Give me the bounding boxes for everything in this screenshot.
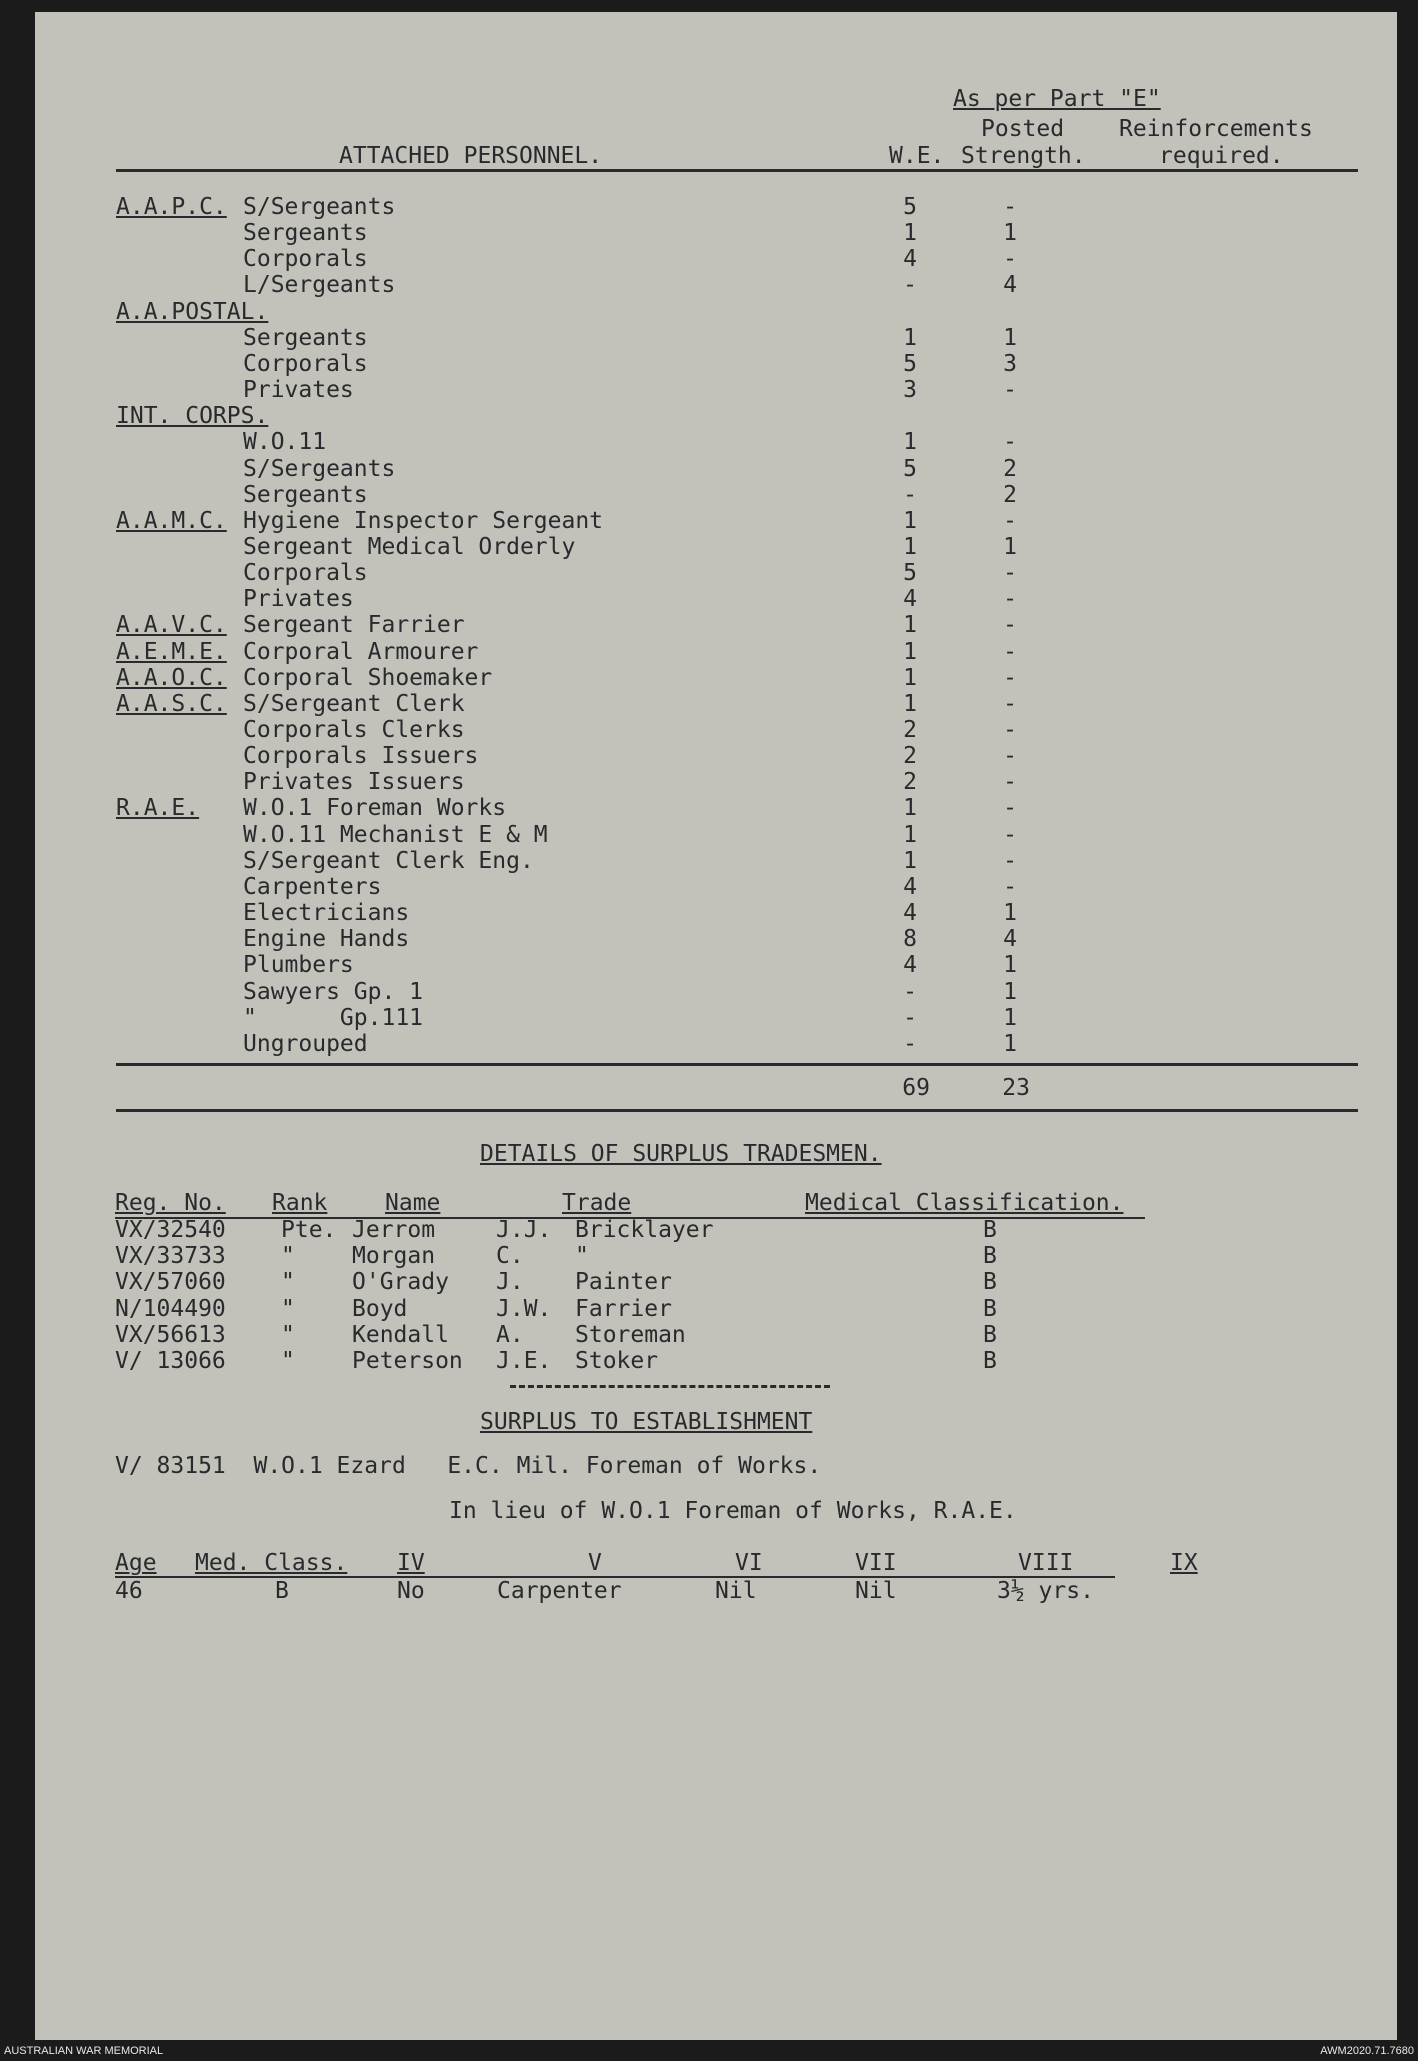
val-med-class: B (275, 1578, 289, 1604)
rank-label: Corporals Clerks (243, 717, 465, 743)
we-value: 1 (903, 220, 917, 246)
required-value: - (1003, 429, 1017, 455)
footer-left: AUSTRALIAN WAR MEMORIAL (4, 2045, 164, 2057)
reg-no-value: VX/56613 (115, 1322, 226, 1348)
col-v: V (588, 1550, 602, 1576)
required-value: 2 (1003, 482, 1017, 508)
surplus-tradesmen-title: DETAILS OF SURPLUS TRADESMEN. (480, 1141, 882, 1167)
corps-label: A.E.M.E. (116, 639, 227, 665)
initials-value: J.E. (496, 1348, 552, 1374)
corps-label: INT. CORPS. (116, 403, 269, 429)
we-value: 1 (903, 325, 917, 351)
as-per-part-heading: As per Part "E" (953, 86, 1161, 112)
initials-value: C. (496, 1243, 524, 1269)
required-value: - (1003, 508, 1017, 534)
initials-value: J.J. (496, 1217, 552, 1243)
name-value: Peterson (352, 1348, 463, 1374)
rank-label: Hygiene Inspector Sergeant (243, 508, 604, 534)
we-value: 1 (903, 429, 917, 455)
corps-label: A.A.M.C. (116, 508, 227, 534)
rank-value: " (281, 1322, 295, 1348)
required-value: - (1003, 639, 1017, 665)
total-we: 69 (902, 1075, 930, 1101)
we-value: 5 (903, 194, 917, 220)
required-value: - (1003, 743, 1017, 769)
we-value: - (903, 979, 917, 1005)
rank-label: Privates Issuers (243, 769, 465, 795)
required-value: - (1003, 586, 1017, 612)
corps-label: A.A.V.C. (116, 612, 227, 638)
rank-label: S/Sergeant Clerk (243, 691, 465, 717)
table-rule-top (116, 1063, 1358, 1066)
col-medical: Medical Classification. (805, 1190, 1124, 1216)
we-value: 5 (903, 351, 917, 377)
reg-no-value: VX/57060 (115, 1269, 226, 1295)
required-value: - (1003, 848, 1017, 874)
we-value: 4 (903, 952, 917, 978)
we-value: - (903, 482, 917, 508)
col-vi: VI (735, 1550, 763, 1576)
required-value: - (1003, 246, 1017, 272)
val-iv: No (397, 1578, 425, 1604)
col-vii: VII (855, 1550, 897, 1576)
initials-value: J. (496, 1269, 524, 1295)
rank-label: Corporals (243, 560, 368, 586)
name-value: O'Grady (352, 1269, 449, 1295)
col-rank: Rank (272, 1190, 328, 1216)
trade-value: Painter (575, 1269, 672, 1295)
rank-label: Corporals (243, 351, 368, 377)
dashed-separator (510, 1385, 830, 1388)
rank-label: Corporals (243, 246, 368, 272)
val-age: 46 (115, 1578, 143, 1604)
name-value: Boyd (352, 1296, 408, 1322)
we-value: 1 (903, 612, 917, 638)
reg-no-value: N/104490 (115, 1296, 226, 1322)
header-rule (116, 169, 1358, 172)
we-value: - (903, 1005, 917, 1031)
surplus-establishment-title: SURPLUS TO ESTABLISHMENT (480, 1409, 813, 1435)
rank-label: Privates (243, 377, 354, 403)
we-value: 5 (903, 560, 917, 586)
rank-label: Privates (243, 586, 354, 612)
we-value: 1 (903, 848, 917, 874)
we-value: 1 (903, 691, 917, 717)
reinforcements-heading: Reinforcements (1119, 116, 1313, 142)
surplus-establishment-line: V/ 83151 W.O.1 Ezard E.C. Mil. Foreman of Works. (115, 1453, 822, 1479)
corps-label: R.A.E. (116, 795, 200, 821)
we-value: 2 (903, 769, 917, 795)
rank-label: Sergeants (243, 325, 368, 351)
required-value: - (1003, 795, 1017, 821)
reg-no-value: V/ 13066 (115, 1348, 226, 1374)
rank-label: Engine Hands (243, 926, 410, 952)
we-heading: W.E. (889, 143, 945, 169)
rank-label: " Gp.111 (243, 1005, 424, 1031)
rank-label: W.O.1 Foreman Works (243, 795, 507, 821)
rank-label: S/Sergeants (243, 456, 396, 482)
reg-no-value: VX/33733 (115, 1243, 226, 1269)
strength-heading: Strength. (961, 143, 1086, 169)
required-value: 3 (1003, 351, 1017, 377)
col-reg-no: Reg. No. (115, 1190, 226, 1216)
we-value: 2 (903, 717, 917, 743)
rank-label: Plumbers (243, 952, 354, 978)
rank-label: Corporals Issuers (243, 743, 479, 769)
corps-label: A.A.POSTAL. (116, 299, 269, 325)
rank-label: S/Sergeant Clerk Eng. (243, 848, 534, 874)
initials-value: A. (496, 1322, 524, 1348)
rank-value: " (281, 1243, 295, 1269)
rank-label: Sergeant Farrier (243, 612, 465, 638)
rank-value: " (281, 1296, 295, 1322)
required-value: 4 (1003, 926, 1017, 952)
required-value: 1 (1003, 900, 1017, 926)
name-value: Morgan (352, 1243, 436, 1269)
corps-label: A.A.S.C. (116, 691, 227, 717)
document-page (35, 12, 1397, 2040)
required-value: - (1003, 769, 1017, 795)
we-value: 4 (903, 246, 917, 272)
required-value: - (1003, 612, 1017, 638)
we-value: 1 (903, 639, 917, 665)
rank-label: Sergeants (243, 220, 368, 246)
rank-value: " (281, 1348, 295, 1374)
we-value: 3 (903, 377, 917, 403)
col-trade: Trade (562, 1190, 632, 1216)
val-vi: Nil (715, 1578, 757, 1604)
we-value: 1 (903, 665, 917, 691)
required-value: - (1003, 822, 1017, 848)
rank-label: Corporal Armourer (243, 639, 479, 665)
col-iv: IV (397, 1550, 425, 1576)
we-value: 1 (903, 508, 917, 534)
we-value: 1 (903, 534, 917, 560)
required-heading: required. (1159, 143, 1284, 169)
footer-right: AWM2020.71.7680 (1320, 2045, 1414, 2057)
trade-value: " (575, 1243, 589, 1269)
medical-value: B (983, 1217, 997, 1243)
we-value: 1 (903, 822, 917, 848)
we-value: - (903, 1031, 917, 1057)
corps-label: A.A.P.C. (116, 194, 227, 220)
medical-value: B (983, 1296, 997, 1322)
col-viii: VIII (1018, 1550, 1074, 1576)
rank-label: Sergeant Medical Orderly (243, 534, 576, 560)
we-value: 8 (903, 926, 917, 952)
required-value: - (1003, 665, 1017, 691)
rank-label: Sergeants (243, 482, 368, 508)
rank-label: S/Sergeants (243, 194, 396, 220)
rank-label: Sawyers Gp. 1 (243, 979, 424, 1005)
rank-value: Pte. (281, 1217, 337, 1243)
required-value: 1 (1003, 979, 1017, 1005)
required-value: 2 (1003, 456, 1017, 482)
col-name: Name (385, 1190, 441, 1216)
name-value: Jerrom (352, 1217, 436, 1243)
val-viii: 3½ yrs. (997, 1578, 1094, 1604)
col-age: Age (115, 1550, 157, 1576)
val-vii: Nil (855, 1578, 897, 1604)
in-lieu-line: In lieu of W.O.1 Foreman of Works, R.A.E. (449, 1498, 1017, 1524)
medical-value: B (983, 1243, 997, 1269)
required-value: 1 (1003, 1031, 1017, 1057)
rank-label: L/Sergeants (243, 272, 396, 298)
required-value: 1 (1003, 1005, 1017, 1031)
medical-value: B (983, 1348, 997, 1374)
we-value: 5 (903, 456, 917, 482)
required-value: - (1003, 717, 1017, 743)
rank-label: Ungrouped (243, 1031, 368, 1057)
medical-value: B (983, 1322, 997, 1348)
we-value: 4 (903, 586, 917, 612)
we-value: - (903, 272, 917, 298)
rank-label: W.O.11 (243, 429, 327, 455)
required-value: - (1003, 377, 1017, 403)
required-value: - (1003, 560, 1017, 586)
rank-label: Carpenters (243, 874, 382, 900)
trade-value: Storeman (575, 1322, 686, 1348)
table-rule-bottom (116, 1109, 1358, 1112)
name-value: Kendall (352, 1322, 449, 1348)
trade-value: Farrier (575, 1296, 672, 1322)
required-value: 1 (1003, 325, 1017, 351)
rank-label: Electricians (243, 900, 410, 926)
col-ix: IX (1170, 1550, 1198, 1576)
trade-value: Stoker (575, 1348, 659, 1374)
required-value: 1 (1003, 220, 1017, 246)
we-value: 4 (903, 900, 917, 926)
rank-label: W.O.11 Mechanist E & M (243, 822, 548, 848)
required-value: - (1003, 194, 1017, 220)
required-value: 1 (1003, 534, 1017, 560)
reg-no-value: VX/32540 (115, 1217, 226, 1243)
trade-value: Bricklayer (575, 1217, 714, 1243)
rank-value: " (281, 1269, 295, 1295)
col-med-class: Med. Class. (195, 1550, 348, 1576)
section-title: ATTACHED PERSONNEL. (339, 143, 603, 169)
required-value: - (1003, 691, 1017, 717)
rank-label: Corporal Shoemaker (243, 665, 493, 691)
we-value: 1 (903, 795, 917, 821)
we-value: 2 (903, 743, 917, 769)
required-value: 4 (1003, 272, 1017, 298)
total-required: 23 (1002, 1075, 1030, 1101)
corps-label: A.A.O.C. (116, 665, 227, 691)
medical-value: B (983, 1269, 997, 1295)
initials-value: J.W. (496, 1296, 552, 1322)
val-v: Carpenter (497, 1578, 622, 1604)
required-value: 1 (1003, 952, 1017, 978)
required-value: - (1003, 874, 1017, 900)
we-value: 4 (903, 874, 917, 900)
posted-heading: Posted (981, 116, 1065, 142)
